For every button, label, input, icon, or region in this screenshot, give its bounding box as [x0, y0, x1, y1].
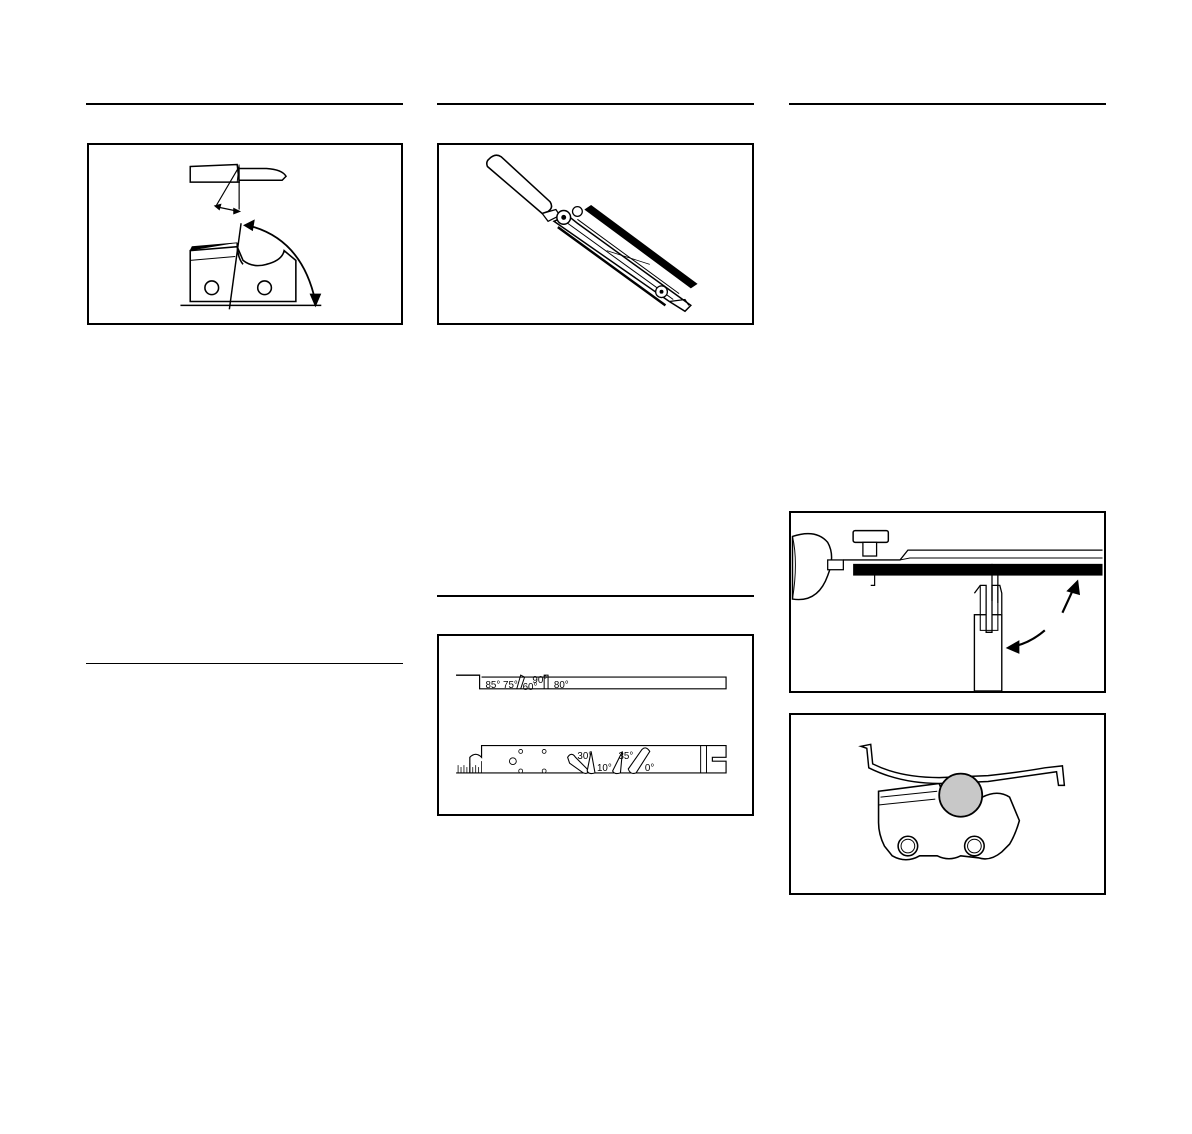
- section-rule-col2-top: [437, 103, 754, 105]
- figure-depth-gauge: [789, 713, 1106, 895]
- section-rule-col1-lower: [86, 663, 403, 664]
- depth-gauge-diagram: [791, 715, 1104, 893]
- gauge-label-0: 0°: [644, 762, 655, 774]
- figure-filing-gauge: [437, 634, 754, 816]
- file-holder-diagram: [439, 145, 752, 323]
- section-rule-col2-lower: [437, 595, 754, 597]
- file-on-chain-diagram: [791, 513, 1104, 691]
- figure-file-on-chain: [789, 511, 1106, 693]
- gauge-label-35: 35°: [618, 751, 634, 763]
- figure-file-holder: [437, 143, 754, 325]
- cutter-angle-diagram: [89, 145, 401, 323]
- section-rule-col1-top: [86, 103, 403, 105]
- gauge-label-75: 75°: [503, 679, 518, 691]
- filing-gauge-diagram: [439, 636, 752, 814]
- figure-cutter-angles: [87, 143, 403, 325]
- section-rule-col3-top: [789, 103, 1106, 105]
- gauge-label-80: 80°: [553, 679, 569, 691]
- gauge-label-60: 60°: [522, 681, 538, 693]
- gauge-label-10: 10°: [596, 762, 612, 774]
- gauge-label-90: 90°: [532, 674, 548, 686]
- gauge-label-85: 85°: [485, 679, 501, 691]
- gauge-label-30: 30°: [577, 751, 593, 763]
